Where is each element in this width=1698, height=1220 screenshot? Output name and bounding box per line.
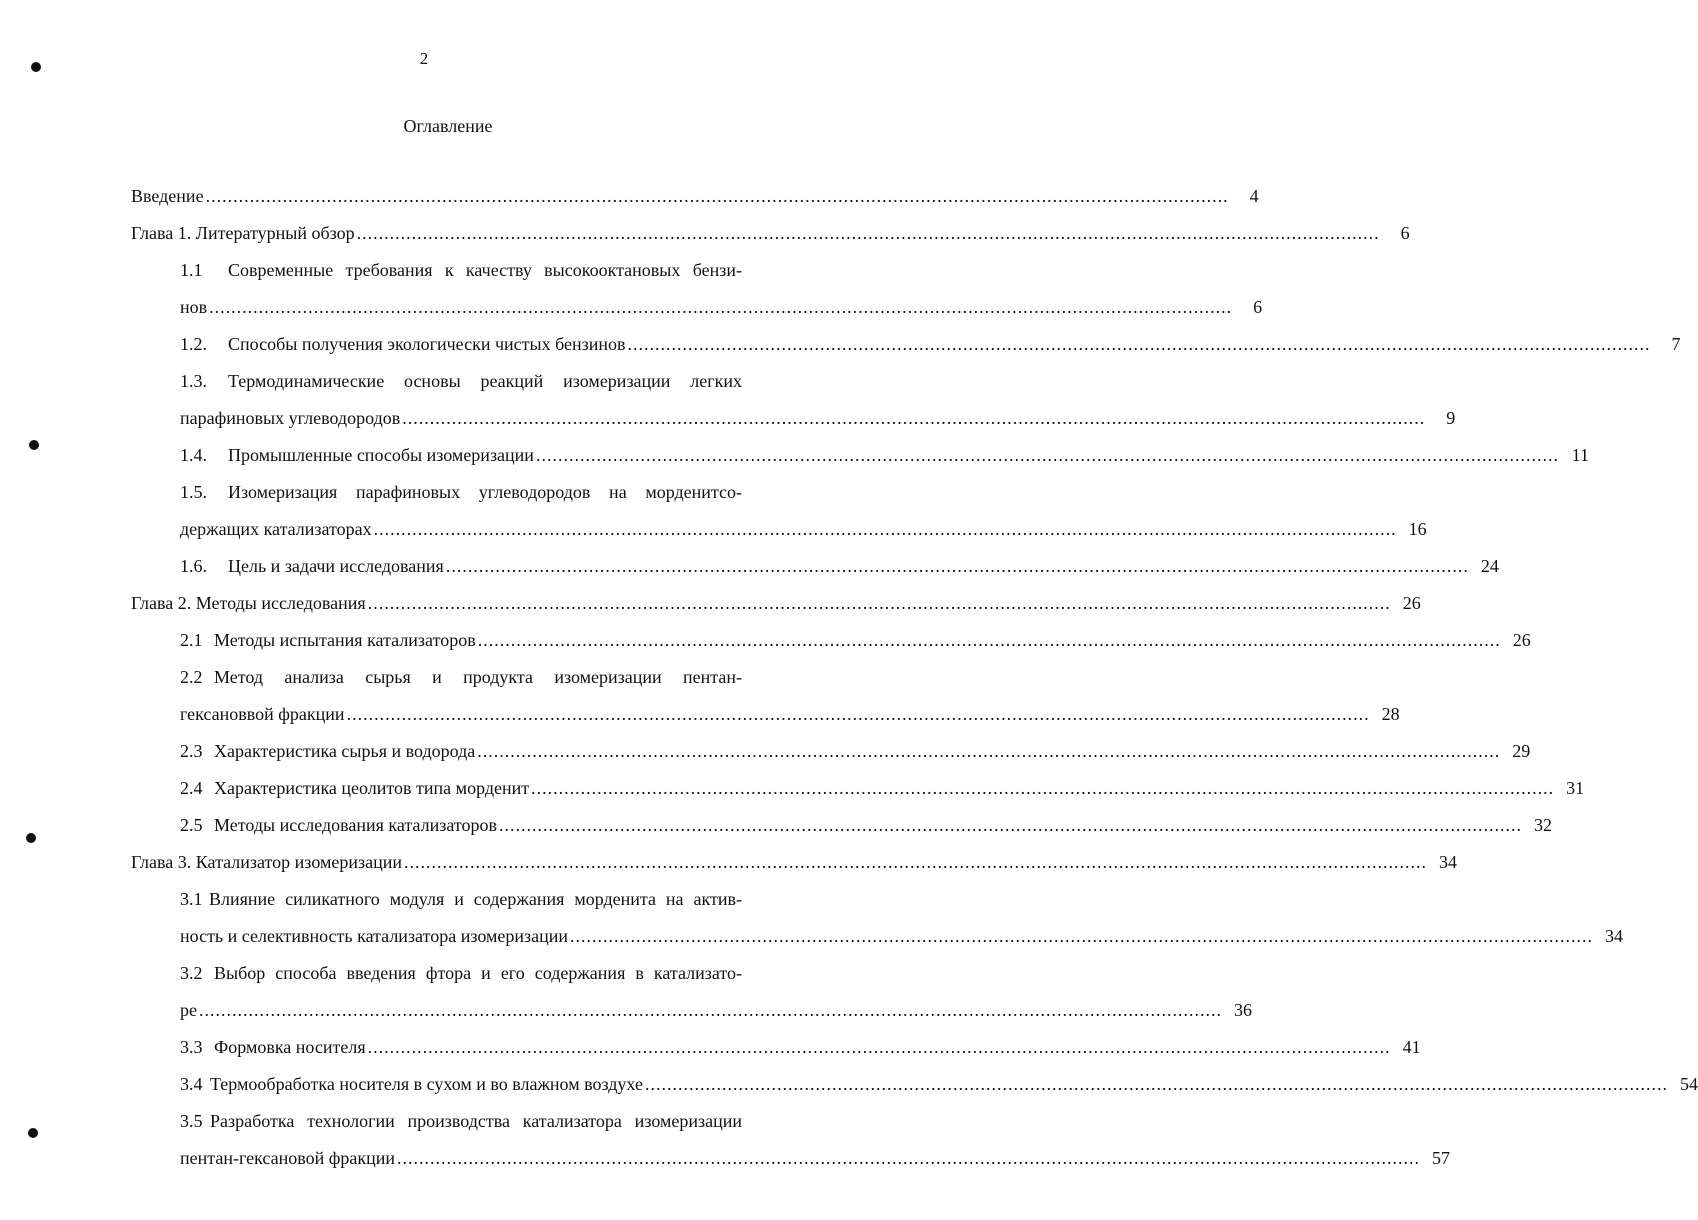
toc-entry-number: 1.2. xyxy=(180,334,207,354)
toc-leader-dots: .......................................................................................................................................................................................... xyxy=(199,1000,1222,1020)
toc-entry-number: 3.5 xyxy=(180,1111,203,1131)
toc-entry-page: 6 xyxy=(1400,223,1410,243)
toc-entry-continuation xyxy=(0,511,1427,547)
toc-entry-title: Глава 3. Катализатор изомеризации xyxy=(131,852,402,872)
toc-entry-number: 2.3 xyxy=(180,741,203,761)
toc-entry xyxy=(0,178,1259,214)
toc-entry-page: 54 xyxy=(1679,1074,1698,1094)
toc-entry-title: Метод анализа сырья и продукта изомеризации пентан- xyxy=(214,667,742,687)
toc-entry xyxy=(0,252,797,288)
toc-leader-dots: .......................................................................................................................................................................................... xyxy=(209,297,1233,317)
toc-entry-number: 3.4 xyxy=(180,1074,203,1094)
toc-leader-dots: .......................................................................................................................................................................................... xyxy=(535,445,1559,465)
toc-entry xyxy=(0,844,1457,880)
toc-entry-page: 34 xyxy=(1605,926,1624,946)
toc-entry-continuation xyxy=(0,918,1624,954)
toc-entry-continuation xyxy=(0,1140,1451,1176)
toc-entry-page: 32 xyxy=(1534,815,1553,835)
toc-entry-page: 26 xyxy=(1402,593,1421,613)
toc-entry xyxy=(0,437,1589,473)
toc-leader-dots: .......................................................................................................................................................................................... xyxy=(477,630,1501,650)
toc-leader-dots: .......................................................................................................................................................................................... xyxy=(397,1148,1421,1168)
toc-leader-dots: .......................................................................................................................................................................................... xyxy=(499,815,1523,835)
toc-entry xyxy=(0,1066,1698,1102)
toc-entry-continuation xyxy=(0,400,1456,436)
toc-entry xyxy=(0,807,1553,843)
toc-entry-continuation xyxy=(0,696,1400,732)
toc-entry-title: Цель и задачи исследования xyxy=(228,556,444,576)
toc-entry-number: 3.1 xyxy=(180,889,203,909)
toc-entry-title-cont: ность и селективность катализатора изомеризации xyxy=(180,926,569,946)
toc-leader-dots: .......................................................................................................................................................................................... xyxy=(477,741,1501,761)
toc-entry-page: 34 xyxy=(1438,852,1457,872)
toc-leader-dots: .......................................................................................................................................................................................... xyxy=(356,223,1380,243)
toc-entry-number: 2.1 xyxy=(180,630,203,650)
toc-entry xyxy=(0,585,1421,621)
toc-leader-dots: .......................................................................................................................................................................................... xyxy=(627,334,1651,354)
toc-entry-page: 57 xyxy=(1432,1148,1451,1168)
toc-entry-title-cont: парафиновых углеводородов xyxy=(180,408,401,428)
toc-entry xyxy=(0,770,1585,806)
toc-entry-number: 3.3 xyxy=(180,1037,203,1057)
toc-entry xyxy=(0,881,797,917)
toc-leader-dots: .......................................................................................................................................................................................... xyxy=(445,556,1469,576)
toc-entry-title: Разработка технологии производства катализатора изомеризации xyxy=(210,1111,742,1131)
page-number: 2 xyxy=(419,49,429,68)
toc-entry-title: Глава 2. Методы исследования xyxy=(131,593,366,613)
toc-entry-title: Методы исследования катализаторов xyxy=(214,815,498,835)
toc-leader-dots: .......................................................................................................................................................................................... xyxy=(205,186,1229,206)
toc-entry-page: 16 xyxy=(1408,519,1427,539)
toc-entry xyxy=(0,474,797,510)
toc-entry-page: 26 xyxy=(1512,630,1531,650)
toc-entry-page: 11 xyxy=(1571,445,1589,465)
toc-leader-dots: .......................................................................................................................................................................................... xyxy=(373,519,1397,539)
toc-leader-dots: .......................................................................................................................................................................................... xyxy=(367,593,1391,613)
toc-entry-title: Термообработка носителя в сухом и во влажном воздухе xyxy=(210,1074,643,1094)
toc-leader-dots: .......................................................................................................................................................................................... xyxy=(531,778,1555,798)
toc-entry-number: 1.6. xyxy=(180,556,207,576)
toc-entry-title-cont: пентан-гексановой фракции xyxy=(180,1148,396,1168)
toc-entry-title-cont: гексановвой фракции xyxy=(180,704,345,724)
toc-entry xyxy=(0,955,797,991)
toc-entry-title: Влияние силикатного модуля и содержания морденита на актив- xyxy=(209,889,742,909)
toc-entry-continuation xyxy=(0,289,1263,325)
toc-leader-dots: .......................................................................................................................................................................................... xyxy=(402,408,1426,428)
toc-entry-title: Современные требования к качеству высокооктановых бензи- xyxy=(228,260,742,280)
toc-entry xyxy=(0,326,1681,362)
toc-entry-number: 1.4. xyxy=(180,445,207,465)
toc-entry-title: Методы испытания катализаторов xyxy=(214,630,476,650)
toc-entry-title: Промышленные способы изомеризации xyxy=(228,445,534,465)
toc-entry-number: 3.2 xyxy=(180,963,203,983)
toc-entry xyxy=(0,548,1499,584)
toc-entry-title: Изомеризация парафиновых углеводородов на морденитсо- xyxy=(228,482,742,502)
toc-entry-number: 2.2 xyxy=(180,667,203,687)
toc-entry xyxy=(0,733,1531,769)
toc-leader-dots: .......................................................................................................................................................................................... xyxy=(570,926,1594,946)
toc-entry xyxy=(0,622,1531,658)
toc-entry-page: 28 xyxy=(1381,704,1400,724)
toc-entry-page: 4 xyxy=(1249,186,1259,206)
toc-entry-title-cont: ре xyxy=(180,1000,197,1020)
toc-entry-title: Термодинамические основы реакций изомеризации легких xyxy=(228,371,742,391)
toc-entry xyxy=(0,1103,797,1139)
toc-entry-page: 9 xyxy=(1446,408,1456,428)
toc-entry-title: Введение xyxy=(131,186,204,206)
toc-entry-page: 41 xyxy=(1402,1037,1421,1057)
toc-entry-title: Выбор способа введения фтора и его содержания в катализато- xyxy=(214,963,742,983)
toc-entry-number: 2.4 xyxy=(180,778,203,798)
toc-entry xyxy=(0,363,797,399)
toc-entry-page: 24 xyxy=(1480,556,1499,576)
toc-entry-continuation xyxy=(0,992,1252,1028)
toc-entry-page: 36 xyxy=(1234,1000,1252,1020)
toc-entry-title-cont: нов xyxy=(180,297,208,317)
toc-entry-title: Формовка носителя xyxy=(214,1037,366,1057)
page-title: Оглавление xyxy=(403,116,493,136)
toc-entry xyxy=(0,215,1410,251)
toc-entry-title: Способы получения экологически чистых бензинов xyxy=(228,334,626,354)
toc-entry-page: 7 xyxy=(1671,334,1681,354)
scan-mark xyxy=(31,62,41,72)
toc-leader-dots: .......................................................................................................................................................................................... xyxy=(346,704,1370,724)
toc-entry-number: 2.5 xyxy=(180,815,203,835)
toc-entry-page: 6 xyxy=(1253,297,1263,317)
toc-entry-page: 31 xyxy=(1566,778,1585,798)
toc-entry-number: 1.1 xyxy=(180,260,203,280)
toc-entry-number: 1.5. xyxy=(180,482,207,502)
toc-entry-title: Характеристика сырья и водорода xyxy=(214,741,476,761)
toc-entry xyxy=(0,1029,1421,1065)
toc-entry-page: 29 xyxy=(1512,741,1531,761)
toc-leader-dots: .......................................................................................................................................................................................... xyxy=(367,1037,1391,1057)
toc-entry-title: Характеристика цеолитов типа морденит xyxy=(214,778,530,798)
toc-entry-number: 1.3. xyxy=(180,371,207,391)
toc-leader-dots: .......................................................................................................................................................................................... xyxy=(403,852,1427,872)
toc-entry-title-cont: держащих катализаторах xyxy=(180,519,372,539)
toc-leader-dots: .......................................................................................................................................................................................... xyxy=(644,1074,1668,1094)
toc-entry xyxy=(0,659,797,695)
toc-entry-title: Глава 1. Литературный обзор xyxy=(131,223,355,243)
